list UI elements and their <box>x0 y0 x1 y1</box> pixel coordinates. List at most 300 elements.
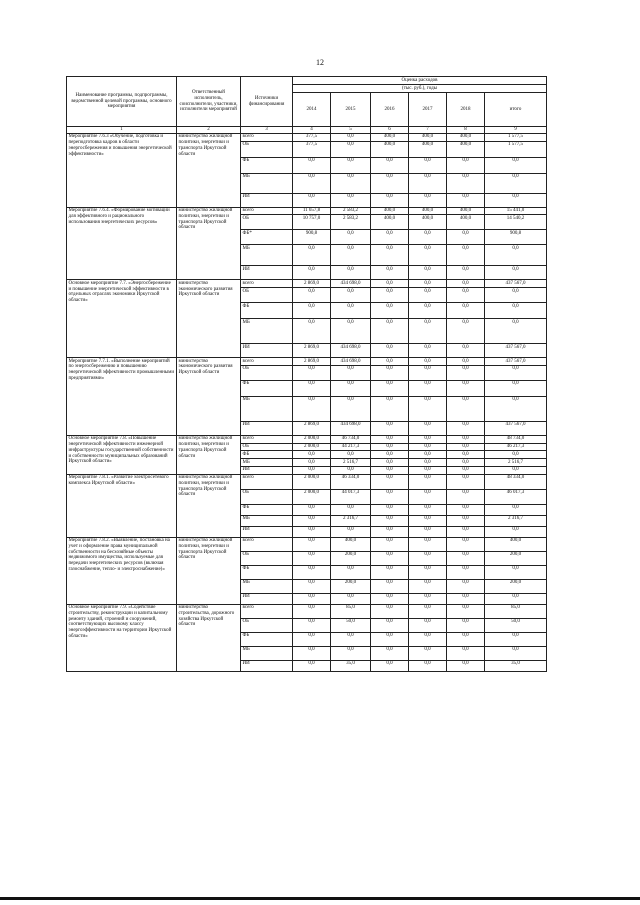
amount-cell: 0,0 <box>409 660 447 671</box>
amount-cell: 400,0 <box>331 537 371 551</box>
amount-cell: 0,0 <box>371 157 409 173</box>
funding-source: МБ <box>241 459 293 467</box>
amount-cell: 0,0 <box>409 537 447 551</box>
amount-cell: 0,0 <box>447 565 485 579</box>
amount-cell: 0,0 <box>409 193 447 207</box>
amount-cell: 434 698,0 <box>331 358 371 366</box>
amount-cell: 0,0 <box>371 515 409 526</box>
funding-source: всего <box>241 207 293 215</box>
amount-cell: 0,0 <box>371 474 409 489</box>
amount-cell: 0,0 <box>371 565 409 579</box>
amount-cell: 0,0 <box>447 193 485 207</box>
activity-name: Мероприятие 7.6.4. «Формирование мотивации для эффективного и рационального использования энергетических ресурсов» <box>67 207 177 280</box>
amount-cell: 0,0 <box>409 230 447 245</box>
amount-cell: 434 698,0 <box>331 421 371 435</box>
funding-source: всего <box>241 280 293 288</box>
funding-source: ОБ <box>241 365 293 380</box>
activity-name: Основное мероприятие 7.7. «Энергосбережение и повышение энергетической эффективности в отдельных отраслях экономики Иркутской области» <box>67 280 177 358</box>
amount-cell: 0,0 <box>447 288 485 303</box>
amount-cell: 0,0 <box>371 358 409 366</box>
amount-cell: 0,0 <box>331 319 371 344</box>
funding-source: всего <box>241 133 293 141</box>
amount-cell: 0,0 <box>371 466 409 474</box>
amount-cell: 0,0 <box>331 365 371 380</box>
amount-cell: 46 334,0 <box>331 474 371 489</box>
funding-source: ФБ <box>241 504 293 515</box>
column-index: 9 <box>485 127 547 134</box>
amount-cell: 0,0 <box>371 551 409 565</box>
activity-name: Мероприятие 7.7.1. «Выполнение мероприятий по энергосбережению и повышению энергетической эффективности промышленными предприятиями» <box>67 358 177 436</box>
funding-source: МБ <box>241 515 293 526</box>
total-cell: 437 567,0 <box>485 280 547 288</box>
amount-cell: 0,0 <box>447 489 485 504</box>
total-cell: 0,0 <box>485 565 547 579</box>
column-index: 8 <box>447 127 485 134</box>
table-row <box>67 435 547 443</box>
amount-cell: 0,0 <box>447 435 485 443</box>
funding-source: ИИ <box>241 421 293 435</box>
amount-cell: 35,0 <box>331 660 371 671</box>
amount-cell: 0,0 <box>447 551 485 565</box>
funding-source: всего <box>241 537 293 551</box>
amount-cell: 0,0 <box>447 319 485 344</box>
responsible-executor: министерство жилищной политики, энергетики и транспорта Иркутской области <box>177 207 241 280</box>
amount-cell: 0,0 <box>409 504 447 515</box>
amount-cell: 0,0 <box>331 632 371 646</box>
total-cell: 15 441,0 <box>485 207 547 215</box>
funding-source: ФБ <box>241 565 293 579</box>
amount-cell: 44 217,3 <box>331 443 371 451</box>
amount-cell: 0,0 <box>447 280 485 288</box>
amount-cell: 11 657,8 <box>293 207 331 215</box>
amount-cell: 0,0 <box>331 466 371 474</box>
amount-cell: 0,0 <box>409 604 447 618</box>
amount-cell: 0,0 <box>409 466 447 474</box>
amount-cell: 0,0 <box>447 344 485 358</box>
amount-cell: 0,0 <box>447 515 485 526</box>
amount-cell: 0,0 <box>371 396 409 421</box>
amount-cell: 0,0 <box>331 193 371 207</box>
total-cell: 0,0 <box>485 504 547 515</box>
amount-cell: 400,0 <box>447 215 485 230</box>
amount-cell: 0,0 <box>409 579 447 593</box>
amount-cell: 200,0 <box>331 551 371 565</box>
amount-cell: 400,0 <box>447 133 485 141</box>
activity-name: Мероприятие 7.6.3 «Обучение, подготовка и переподготовка кадров в области энергосбережения и повышения энергетической эффективности» <box>67 133 177 207</box>
total-cell: 2 316,7 <box>485 515 547 526</box>
total-cell: 200,0 <box>485 579 547 593</box>
amount-cell: 0,0 <box>447 604 485 618</box>
funding-source: всего <box>241 474 293 489</box>
amount-cell: 0,0 <box>293 173 331 193</box>
amount-cell: 0,0 <box>293 288 331 303</box>
amount-cell: 0,0 <box>331 504 371 515</box>
amount-cell: 0,0 <box>447 466 485 474</box>
amount-cell: 0,0 <box>293 459 331 467</box>
funding-source: ФБ* <box>241 230 293 245</box>
amount-cell: 0,0 <box>447 443 485 451</box>
amount-cell: 2 000,0 <box>293 489 331 504</box>
amount-cell: 400,0 <box>447 141 485 157</box>
amount-cell: 0,0 <box>447 504 485 515</box>
amount-cell: 0,0 <box>371 660 409 671</box>
amount-cell: 400,0 <box>371 141 409 157</box>
amount-cell: 0,0 <box>371 193 409 207</box>
total-cell: 0,0 <box>485 451 547 459</box>
funding-source: ОБ <box>241 551 293 565</box>
amount-cell: 0,0 <box>409 358 447 366</box>
amount-cell: 400,0 <box>409 133 447 141</box>
amount-cell: 44 017,3 <box>331 489 371 504</box>
page-number: 12 <box>316 58 324 67</box>
total-cell: 0,0 <box>485 319 547 344</box>
amount-cell: 2 583,2 <box>331 207 371 215</box>
amount-cell: 0,0 <box>293 646 331 660</box>
amount-cell: 0,0 <box>293 526 331 537</box>
amount-cell: 400,0 <box>409 215 447 230</box>
amount-cell: 400,0 <box>371 207 409 215</box>
amount-cell: 0,0 <box>293 579 331 593</box>
amount-cell: 0,0 <box>447 526 485 537</box>
amount-cell: 0,0 <box>409 593 447 604</box>
amount-cell: 0,0 <box>331 303 371 319</box>
header-year: 2018 <box>447 93 485 127</box>
amount-cell: 0,0 <box>371 579 409 593</box>
amount-cell: 0,0 <box>371 443 409 451</box>
amount-cell: 0,0 <box>409 551 447 565</box>
table-row <box>67 604 547 618</box>
funding-source: ИИ <box>241 344 293 358</box>
total-cell: 50,0 <box>485 618 547 632</box>
amount-cell: 400,0 <box>371 215 409 230</box>
amount-cell: 0,0 <box>371 459 409 467</box>
responsible-executor: министерство жилищной политики, энергетики и транспорта Иркутской области <box>177 435 241 474</box>
amount-cell: 0,0 <box>409 451 447 459</box>
total-cell: 437 567,0 <box>485 358 547 366</box>
amount-cell: 0,0 <box>371 537 409 551</box>
table-row <box>67 133 547 141</box>
amount-cell: 377,5 <box>293 133 331 141</box>
amount-cell: 2 000,0 <box>293 443 331 451</box>
amount-cell: 0,0 <box>447 451 485 459</box>
amount-cell: 0,0 <box>331 230 371 245</box>
activity-name: Основное мероприятие 7.9. «Содействие строительству, реконструкции и капитальному ремонту зданий, строений и сооружений, соответствующих высокому классу энергоэффективности на территории Иркутской области» <box>67 604 177 671</box>
header-estimate: Оценка расходов <box>293 77 547 85</box>
amount-cell: 0,0 <box>371 504 409 515</box>
amount-cell: 0,0 <box>293 303 331 319</box>
table-row <box>67 207 547 215</box>
amount-cell: 0,0 <box>331 157 371 173</box>
header-total: итого <box>485 93 547 127</box>
table-row <box>67 537 547 551</box>
amount-cell: 0,0 <box>447 593 485 604</box>
funding-source: всего <box>241 604 293 618</box>
amount-cell: 0,0 <box>371 280 409 288</box>
amount-cell: 0,0 <box>293 604 331 618</box>
amount-cell: 0,0 <box>293 515 331 526</box>
column-index: 5 <box>331 127 371 134</box>
total-cell: 0,0 <box>485 526 547 537</box>
amount-cell: 0,0 <box>293 396 331 421</box>
funding-source: ФБ <box>241 303 293 319</box>
funding-source: ИИ <box>241 660 293 671</box>
total-cell: 200,0 <box>485 551 547 565</box>
amount-cell: 2 583,2 <box>331 215 371 230</box>
total-cell: 46 217,3 <box>485 443 547 451</box>
total-cell: 2 516,7 <box>485 459 547 467</box>
funding-source: ОБ <box>241 618 293 632</box>
funding-source: ОБ <box>241 215 293 230</box>
amount-cell: 0,0 <box>371 489 409 504</box>
amount-cell: 434 698,0 <box>331 280 371 288</box>
amount-cell: 2 516,7 <box>331 459 371 467</box>
amount-cell: 0,0 <box>447 396 485 421</box>
activity-name: Мероприятие 7.8.1. «Развитие электросетевого комплекса Иркутской области» <box>67 474 177 537</box>
amount-cell: 0,0 <box>293 380 331 396</box>
funding-source: ИИ <box>241 193 293 207</box>
amount-cell: 0,0 <box>447 474 485 489</box>
amount-cell: 0,0 <box>447 173 485 193</box>
amount-cell: 0,0 <box>293 504 331 515</box>
total-cell: 48 334,0 <box>485 474 547 489</box>
amount-cell: 0,0 <box>293 593 331 604</box>
responsible-executor: министерство жилищной политики, энергетики и транспорта Иркутской области <box>177 537 241 604</box>
amount-cell: 0,0 <box>293 537 331 551</box>
amount-cell: 0,0 <box>409 319 447 344</box>
amount-cell: 0,0 <box>371 288 409 303</box>
amount-cell: 0,0 <box>371 526 409 537</box>
header-year: 2017 <box>409 93 447 127</box>
amount-cell: 0,0 <box>409 365 447 380</box>
header-year: 2015 <box>331 93 371 127</box>
funding-source: МБ <box>241 319 293 344</box>
total-cell: 0,0 <box>485 157 547 173</box>
amount-cell: 0,0 <box>409 632 447 646</box>
amount-cell: 0,0 <box>293 466 331 474</box>
amount-cell: 0,0 <box>447 245 485 266</box>
funding-source: ФБ <box>241 380 293 396</box>
amount-cell: 0,0 <box>409 344 447 358</box>
amount-cell: 0,0 <box>293 319 331 344</box>
amount-cell: 2 869,0 <box>293 280 331 288</box>
total-cell: 900,8 <box>485 230 547 245</box>
funding-source: ИИ <box>241 593 293 604</box>
amount-cell: 0,0 <box>331 288 371 303</box>
amount-cell: 0,0 <box>447 459 485 467</box>
amount-cell: 0,0 <box>409 157 447 173</box>
activity-name: Основное мероприятие 7.8. «Повышение энергетической эффективности инженерной инфраструктуры государственной собственности и собственности муниципальных образований Иркутской области» <box>67 435 177 474</box>
amount-cell: 377,5 <box>293 141 331 157</box>
amount-cell: 46 734,0 <box>331 435 371 443</box>
total-cell: 0,0 <box>485 380 547 396</box>
amount-cell: 2 869,0 <box>293 421 331 435</box>
amount-cell: 400,0 <box>409 207 447 215</box>
amount-cell: 0,0 <box>447 266 485 280</box>
amount-cell: 50,0 <box>331 618 371 632</box>
amount-cell: 0,0 <box>409 474 447 489</box>
amount-cell: 0,0 <box>447 579 485 593</box>
amount-cell: 0,0 <box>371 380 409 396</box>
amount-cell: 0,0 <box>331 593 371 604</box>
funding-source: ФБ <box>241 632 293 646</box>
total-cell: 437 567,0 <box>485 344 547 358</box>
amount-cell: 0,0 <box>293 365 331 380</box>
total-cell: 0,0 <box>485 288 547 303</box>
amount-cell: 85,0 <box>331 604 371 618</box>
amount-cell: 0,0 <box>447 537 485 551</box>
amount-cell: 0,0 <box>371 245 409 266</box>
header-year: 2016 <box>371 93 409 127</box>
funding-source: ФБ <box>241 451 293 459</box>
responsible-executor: министерство жилищной политики, энергетики и транспорта Иркутской области <box>177 474 241 537</box>
header-year: 2014 <box>293 93 331 127</box>
total-cell: 0,0 <box>485 173 547 193</box>
amount-cell: 0,0 <box>371 593 409 604</box>
column-index: 2 <box>177 127 241 134</box>
funding-source: МБ <box>241 245 293 266</box>
amount-cell: 0,0 <box>331 565 371 579</box>
amount-cell: 0,0 <box>447 230 485 245</box>
amount-cell: 434 698,0 <box>331 344 371 358</box>
table-row <box>67 358 547 366</box>
amount-cell: 0,0 <box>331 646 371 660</box>
amount-cell: 0,0 <box>371 365 409 380</box>
amount-cell: 2 000,0 <box>293 435 331 443</box>
amount-cell: 2 869,0 <box>293 344 331 358</box>
amount-cell: 2 869,0 <box>293 358 331 366</box>
amount-cell: 0,0 <box>371 303 409 319</box>
amount-cell: 0,0 <box>371 344 409 358</box>
column-index-row <box>67 127 547 134</box>
amount-cell: 0,0 <box>409 443 447 451</box>
amount-cell: 0,0 <box>447 157 485 173</box>
amount-cell: 0,0 <box>331 141 371 157</box>
amount-cell: 0,0 <box>293 266 331 280</box>
funding-source: ОБ <box>241 489 293 504</box>
amount-cell: 0,0 <box>293 551 331 565</box>
amount-cell: 0,0 <box>409 526 447 537</box>
amount-cell: 0,0 <box>371 173 409 193</box>
amount-cell: 0,0 <box>371 451 409 459</box>
amount-cell: 0,0 <box>371 230 409 245</box>
responsible-executor: министерство жилищной политики, энергетики и транспорта Иркутской области <box>177 133 241 207</box>
amount-cell: 0,0 <box>293 618 331 632</box>
total-cell: 1 577,5 <box>485 141 547 157</box>
header-executor: Ответственный исполнитель, соисполнители, участники, исполнители мероприятий <box>177 77 241 127</box>
amount-cell: 0,0 <box>293 245 331 266</box>
column-index: 3 <box>241 127 293 134</box>
header-units: (тыс. руб.), годы <box>293 85 547 93</box>
total-cell: 46 017,3 <box>485 489 547 504</box>
responsible-executor: министерство экономического развития Иркутской области <box>177 358 241 436</box>
amount-cell: 0,0 <box>447 646 485 660</box>
header-source: Источники финансирования <box>241 77 293 127</box>
amount-cell: 0,0 <box>447 303 485 319</box>
total-cell: 85,0 <box>485 604 547 618</box>
amount-cell: 0,0 <box>293 565 331 579</box>
amount-cell: 0,0 <box>409 380 447 396</box>
total-cell: 14 540,2 <box>485 215 547 230</box>
amount-cell: 200,0 <box>331 579 371 593</box>
amount-cell: 0,0 <box>447 660 485 671</box>
amount-cell: 0,0 <box>447 358 485 366</box>
amount-cell: 0,0 <box>447 632 485 646</box>
total-cell: 0,0 <box>485 396 547 421</box>
funding-source: МБ <box>241 646 293 660</box>
total-cell: 0,0 <box>485 245 547 266</box>
amount-cell: 0,0 <box>331 266 371 280</box>
total-cell: 0,0 <box>485 193 547 207</box>
amount-cell: 0,0 <box>293 451 331 459</box>
amount-cell: 0,0 <box>371 421 409 435</box>
funding-source: ИИ <box>241 526 293 537</box>
amount-cell: 0,0 <box>409 646 447 660</box>
amount-cell: 0,0 <box>409 435 447 443</box>
total-cell: 0,0 <box>485 632 547 646</box>
column-index: 1 <box>67 127 177 134</box>
amount-cell: 0,0 <box>409 245 447 266</box>
funding-source: МБ <box>241 396 293 421</box>
total-cell: 437 567,0 <box>485 421 547 435</box>
amount-cell: 0,0 <box>331 245 371 266</box>
amount-cell: 2 000,0 <box>293 474 331 489</box>
activity-name: Мероприятие 7.8.2. «Выявление, постановка на учет и оформление права муниципальной собственности на бесхозяйные объекты недвижимого имущества, используемые для передачи энергетических ресурсов (включая газоснабжение, тепло- и электроснабжение)» <box>67 537 177 604</box>
table-row <box>67 280 547 288</box>
amount-cell: 0,0 <box>293 660 331 671</box>
amount-cell: 0,0 <box>371 632 409 646</box>
funding-source: ОБ <box>241 288 293 303</box>
column-index: 4 <box>293 127 331 134</box>
table-row <box>67 474 547 489</box>
amount-cell: 0,0 <box>331 451 371 459</box>
amount-cell: 0,0 <box>331 380 371 396</box>
amount-cell: 0,0 <box>409 280 447 288</box>
amount-cell: 0,0 <box>331 133 371 141</box>
funding-source: ИИ <box>241 466 293 474</box>
funding-source: ИИ <box>241 266 293 280</box>
total-cell: 0,0 <box>485 365 547 380</box>
funding-source: всего <box>241 435 293 443</box>
amount-cell: 0,0 <box>331 396 371 421</box>
amount-cell: 0,0 <box>371 618 409 632</box>
total-cell: 400,0 <box>485 537 547 551</box>
amount-cell: 0,0 <box>331 526 371 537</box>
amount-cell: 0,0 <box>409 515 447 526</box>
total-cell: 0,0 <box>485 593 547 604</box>
amount-cell: 0,0 <box>409 618 447 632</box>
amount-cell: 0,0 <box>409 396 447 421</box>
amount-cell: 400,0 <box>409 141 447 157</box>
amount-cell: 0,0 <box>293 157 331 173</box>
amount-cell: 0,0 <box>371 319 409 344</box>
total-cell: 0,0 <box>485 303 547 319</box>
bottom-rule <box>0 897 640 900</box>
funding-source: ОБ <box>241 443 293 451</box>
amount-cell: 0,0 <box>293 193 331 207</box>
responsible-executor: министерство строительства, дорожного хозяйства Иркутской области <box>177 604 241 671</box>
amount-cell: 400,0 <box>371 133 409 141</box>
amount-cell: 0,0 <box>371 266 409 280</box>
total-cell: 0,0 <box>485 466 547 474</box>
total-cell: 0,0 <box>485 266 547 280</box>
funding-source: МБ <box>241 173 293 193</box>
total-cell: 35,0 <box>485 660 547 671</box>
amount-cell: 0,0 <box>409 303 447 319</box>
amount-cell: 0,0 <box>447 380 485 396</box>
total-cell: 48 734,0 <box>485 435 547 443</box>
amount-cell: 0,0 <box>409 489 447 504</box>
amount-cell: 0,0 <box>371 646 409 660</box>
